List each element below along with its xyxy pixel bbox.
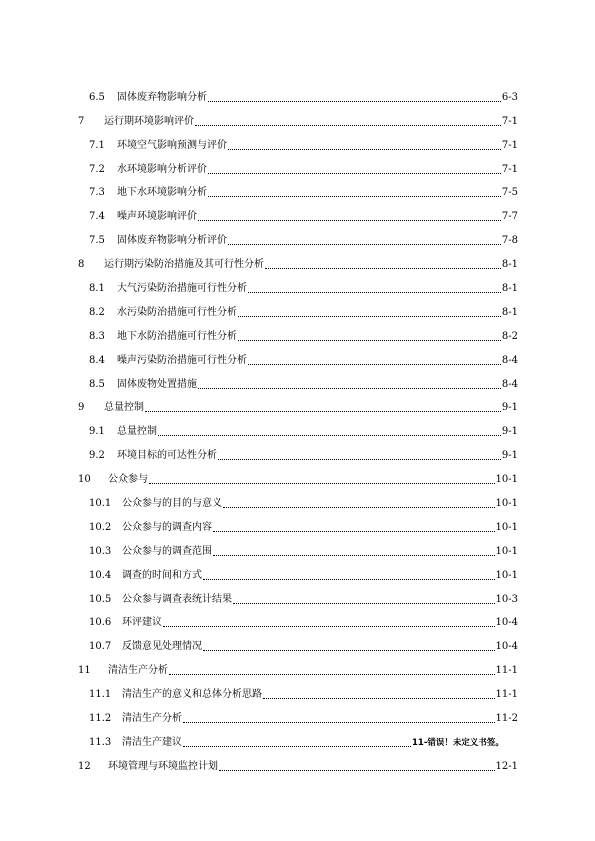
toc-entry[interactable] [0,319,595,343]
toc-entry-page: 8-4 [501,354,518,366]
toc-entry-number: 10.1 [89,498,112,510]
toc-entry-page: 7-1 [501,139,518,151]
dot-leader [208,100,501,102]
toc-entry-title: 总量控制 [104,402,144,414]
toc-entry-title: 公众参与的调查内容 [122,521,212,533]
toc-entry-number: 7.3 [89,187,105,199]
dot-leader [195,124,501,126]
toc-entry-number: 10.5 [89,593,112,605]
dot-leader [218,458,501,460]
toc-entry[interactable] [0,653,595,677]
toc-entry-number: 7.2 [89,163,105,175]
toc-entry-title: 固体废弃物影响分析 [117,91,207,103]
dot-leader [163,625,495,627]
toc-entry[interactable] [0,414,595,438]
toc-entry-page: 10-3 [495,593,518,605]
toc-entry-title: 清洁生产分析 [122,713,182,725]
dot-leader [149,482,495,484]
toc-entry-title: 地下水防治措施可行性分析 [117,330,237,342]
toc-entry[interactable] [0,629,595,653]
dot-leader [183,721,495,723]
dot-leader [248,291,501,293]
toc-entry[interactable] [0,223,595,247]
toc-entry-title: 清洁生产分析 [108,665,168,677]
toc-entry-number: 11.2 [89,713,112,725]
toc-entry[interactable] [0,295,595,319]
toc-entry[interactable] [0,391,595,415]
toc-entry-page-error: 11-错误！未定义书签。 [412,737,504,748]
dot-leader [169,673,495,675]
dot-leader [263,697,495,699]
toc-entry-number: 8.2 [89,306,105,318]
dot-leader [145,410,501,412]
toc-entry-title: 清洁生产的意义和总体分析思路 [122,689,262,701]
toc-entry-title: 环境目标的可达性分析 [117,450,217,462]
toc-entry-title: 公众参与 [108,474,148,486]
dot-leader [228,243,501,245]
toc-entry-title: 调查的时间和方式 [122,569,202,581]
dot-leader [183,745,411,747]
toc-entry-page: 6-3 [501,91,518,103]
toc-entry-title: 公众参与的目的与意义 [122,498,222,510]
toc-entry-page: 9-1 [501,402,518,414]
toc-entry-page: 7-5 [501,187,518,199]
toc-entry-page: 11-1 [495,665,518,677]
toc-entry-number: 11.3 [89,736,112,748]
toc-entry-title: 噪声环境影响评价 [117,211,197,223]
toc-entry-page: 10-1 [495,545,518,557]
toc-entry-number: 8.3 [89,330,105,342]
toc-entry-page: 7-1 [501,115,518,127]
toc-entry[interactable] [0,104,595,128]
dot-leader [238,339,501,341]
toc-entry-number: 9.2 [89,450,105,462]
toc-entry-number: 7 [78,115,85,127]
toc-entry[interactable] [0,558,595,582]
dot-leader [213,554,495,556]
toc-entry-page: 7-8 [501,235,518,247]
toc-entry[interactable] [0,534,595,558]
toc-entry-number: 7.5 [89,235,105,247]
toc-entry-title: 水环境影响分析评价 [117,163,207,175]
toc-entry-title: 环境空气影响预测与评价 [117,139,227,151]
dot-leader [233,602,495,604]
toc-entry[interactable] [0,176,595,200]
dot-leader [238,315,501,317]
dot-leader [219,769,495,771]
toc-entry-title: 总量控制 [117,426,157,438]
toc-entry-number: 11 [78,665,91,677]
dot-leader [248,363,501,365]
toc-entry[interactable] [0,128,595,152]
toc-entry-page: 7-7 [501,211,518,223]
toc-entry-page: 10-1 [495,521,518,533]
toc-entry-page: 10-1 [495,498,518,510]
toc-entry[interactable] [0,271,595,295]
toc-entry-number: 10 [78,474,91,486]
table-of-contents [0,80,595,773]
toc-entry-page: 12-1 [495,760,518,772]
toc-entry-title: 公众参与调查表统计结果 [122,593,232,605]
dot-leader [198,387,501,389]
toc-entry-title: 大气污染防治措施可行性分析 [117,283,247,295]
toc-entry-page: 8-1 [501,259,518,271]
toc-entry-page: 8-4 [501,378,518,390]
toc-entry[interactable] [0,725,595,749]
toc-entry-number: 9 [78,402,85,414]
toc-entry[interactable] [0,80,595,104]
toc-entry-number: 10.7 [89,641,112,653]
toc-entry-title: 环境管理与环境监控计划 [108,760,218,772]
toc-entry-title: 固体废物处置措施 [117,378,197,390]
dot-leader [208,172,501,174]
toc-entry-title: 反馈意见处理情况 [122,641,202,653]
toc-entry-page: 8-1 [501,306,518,318]
toc-entry-page: 9-1 [501,426,518,438]
toc-entry-number: 7.4 [89,211,105,223]
toc-entry-number: 8.1 [89,283,105,295]
toc-entry-number: 10.3 [89,545,112,557]
toc-entry-title: 运行期环境影响评价 [104,115,194,127]
toc-entry[interactable] [0,199,595,223]
toc-entry-number: 12 [78,760,91,772]
toc-entry-page: 7-1 [501,163,518,175]
toc-entry-number: 8.4 [89,354,105,366]
toc-entry-page: 11-2 [495,713,518,725]
toc-entry-page: 10-1 [495,474,518,486]
toc-entry-page: 10-1 [495,569,518,581]
dot-leader [208,195,501,197]
dot-leader [203,649,495,651]
toc-entry-page: 8-2 [501,330,518,342]
toc-entry-number: 11.1 [89,689,112,701]
toc-entry-page: 10-4 [495,641,518,653]
toc-entry[interactable] [0,367,595,391]
toc-entry-number: 10.4 [89,569,112,581]
toc-entry-title: 水污染防治措施可行性分析 [117,306,237,318]
toc-entry-page: 10-4 [495,617,518,629]
toc-entry-number: 10.2 [89,521,112,533]
toc-entry[interactable] [0,152,595,176]
dot-leader [223,506,495,508]
dot-leader [228,148,501,150]
toc-entry[interactable] [0,582,595,606]
toc-entry[interactable] [0,677,595,701]
toc-entry-number: 10.6 [89,617,112,629]
dot-leader [213,530,495,532]
toc-entry-title: 环评建议 [122,617,162,629]
toc-entry-title: 运行期污染防治措施及其可行性分析 [104,259,264,271]
toc-entry-title: 地下水环境影响分析 [117,187,207,199]
toc-entry-number: 8 [78,259,85,271]
dot-leader [265,267,501,269]
toc-entry-number: 6.5 [89,91,105,103]
dot-leader [203,578,495,580]
dot-leader [158,434,501,436]
toc-entry[interactable] [0,606,595,630]
toc-entry[interactable] [0,486,595,510]
toc-entry-number: 9.1 [89,426,105,438]
toc-entry[interactable] [0,510,595,534]
toc-entry-page: 8-1 [501,283,518,295]
toc-entry-title: 噪声污染防治措施可行性分析 [117,354,247,366]
toc-entry[interactable] [0,438,595,462]
toc-entry-title: 清洁生产建议 [122,736,182,748]
toc-entry-page: 9-1 [501,450,518,462]
toc-entry-page: 11-1 [495,689,518,701]
toc-entry[interactable] [0,749,595,773]
toc-entry[interactable] [0,247,595,271]
toc-entry[interactable] [0,701,595,725]
toc-entry-title: 公众参与的调查范围 [122,545,212,557]
toc-entry[interactable] [0,462,595,486]
toc-entry-number: 7.1 [89,139,105,151]
toc-entry[interactable] [0,343,595,367]
dot-leader [198,219,501,221]
toc-entry-title: 固体废弃物影响分析评价 [117,235,227,247]
toc-entry-number: 8.5 [89,378,105,390]
